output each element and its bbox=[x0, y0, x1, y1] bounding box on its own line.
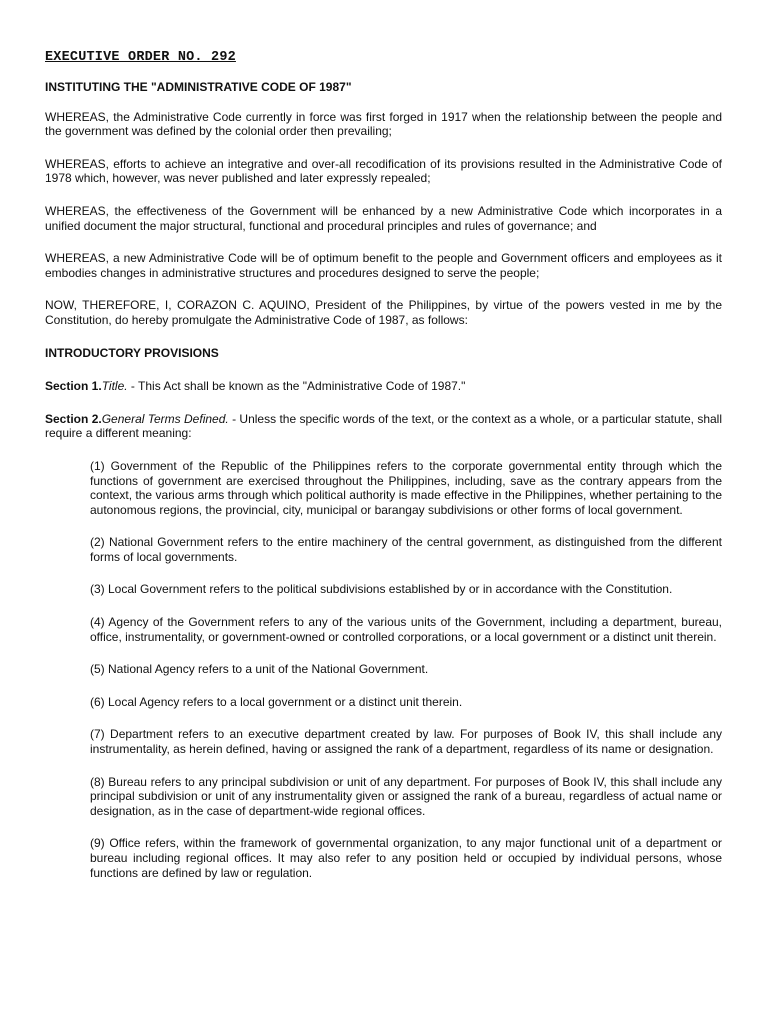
section-2 bbox=[45, 412, 722, 441]
definition-item: (5) National Agency refers to a unit of the National Government. bbox=[90, 662, 429, 677]
definition-item: (8) Bureau refers to any principal subdivision or unit of any department. For purposes of Book IV, this shall include any principal subdivision or unit of any instrumentality given or assigned the rank of a bureau, regardless of actual name or designation, as in the case of department-wide regional offices. bbox=[90, 774, 722, 818]
introductory-provisions-heading: INTRODUCTORY PROVISIONS bbox=[45, 345, 219, 360]
document-page bbox=[45, 49, 722, 898]
whereas-clause: WHEREAS, the effectiveness of the Government will be enhanced by a new Administrative Code which incorporates in a unified document the major structural, functional and procedural principles and rules of governance; and bbox=[45, 203, 722, 233]
section-1-label: Section 1. bbox=[45, 379, 102, 394]
definition-item: (2) National Government refers to the entire machinery of the central government, as distinguished from the different forms of local governments. bbox=[90, 535, 722, 564]
document-subtitle: INSTITUTING THE "ADMINISTRATIVE CODE OF 1987" bbox=[45, 80, 352, 94]
definition-item: (9) Office refers, within the framework of governmental organization, to any major functional unit of a department or bureau including regional offices. It may also refer to any position held or occupied by individual persons, whose functions are defined by law or regulation. bbox=[90, 836, 722, 880]
enacting-clause: NOW, THEREFORE, I, CORAZON C. AQUINO, President of the Philippines, by virtue of the powers vested in me by the Constitution, do hereby promulgate the Administrative Code of 1987, as follows: bbox=[45, 298, 722, 327]
section-2-title: General Terms Defined. bbox=[101, 411, 229, 426]
whereas-clause: WHEREAS, the Administrative Code currently in force was first forged in 1917 when the relationship between the people and the government was defined by the colonial order then prevailing; bbox=[45, 109, 722, 139]
section-2-text: - Unless the specific words of the text, or the context as a whole, or a particular statute, shall require a different meaning: bbox=[45, 411, 723, 441]
section-1-title: Title. bbox=[101, 379, 128, 394]
whereas-clause: WHEREAS, efforts to achieve an integrative and over-all recodification of its provisions resulted in the Administrative Code of 1978 which, however, was never published and later expressly repealed; bbox=[45, 156, 722, 186]
section-2-label: Section 2. bbox=[45, 411, 102, 426]
whereas-clause: WHEREAS, a new Administrative Code will be of optimum benefit to the people and Government officers and employees as it embodies changes in administrative structures and procedures designed to serve the people; bbox=[45, 251, 722, 280]
definition-item: (3) Local Government refers to the political subdivisions established by or in accordance with the Constitution. bbox=[90, 582, 673, 597]
definitions-list bbox=[90, 459, 722, 880]
section-1 bbox=[45, 379, 722, 394]
document-title: EXECUTIVE ORDER NO. 292 bbox=[45, 50, 236, 65]
section-1-text: - This Act shall be known as the "Administrative Code of 1987." bbox=[127, 379, 466, 394]
definition-item: (7) Department refers to an executive department created by law. For purposes of Book IV, this shall include any instrumentality, as herein defined, having or assigned the rank of a department, regardless of its name or designation. bbox=[90, 727, 722, 757]
definition-item: (4) Agency of the Government refers to any of the various units of the Government, including a department, bureau, office, instrumentality, or government-owned or controlled corporations, or a local government or a distinct unit therein. bbox=[90, 615, 722, 644]
definition-item: (6) Local Agency refers to a local government or a distinct unit therein. bbox=[90, 694, 463, 709]
definition-item: (1) Government of the Republic of the Philippines refers to the corporate governmental entity through which the functions of government are exercised throughout the Philippines, including, save as the contrary appears from the context, the various arms through which political authority is made effective in the Philippines, whether pertaining to the autonomous regions, the provincial, city, municipal or barangay subdivisions or other forms of local government. bbox=[90, 458, 722, 517]
